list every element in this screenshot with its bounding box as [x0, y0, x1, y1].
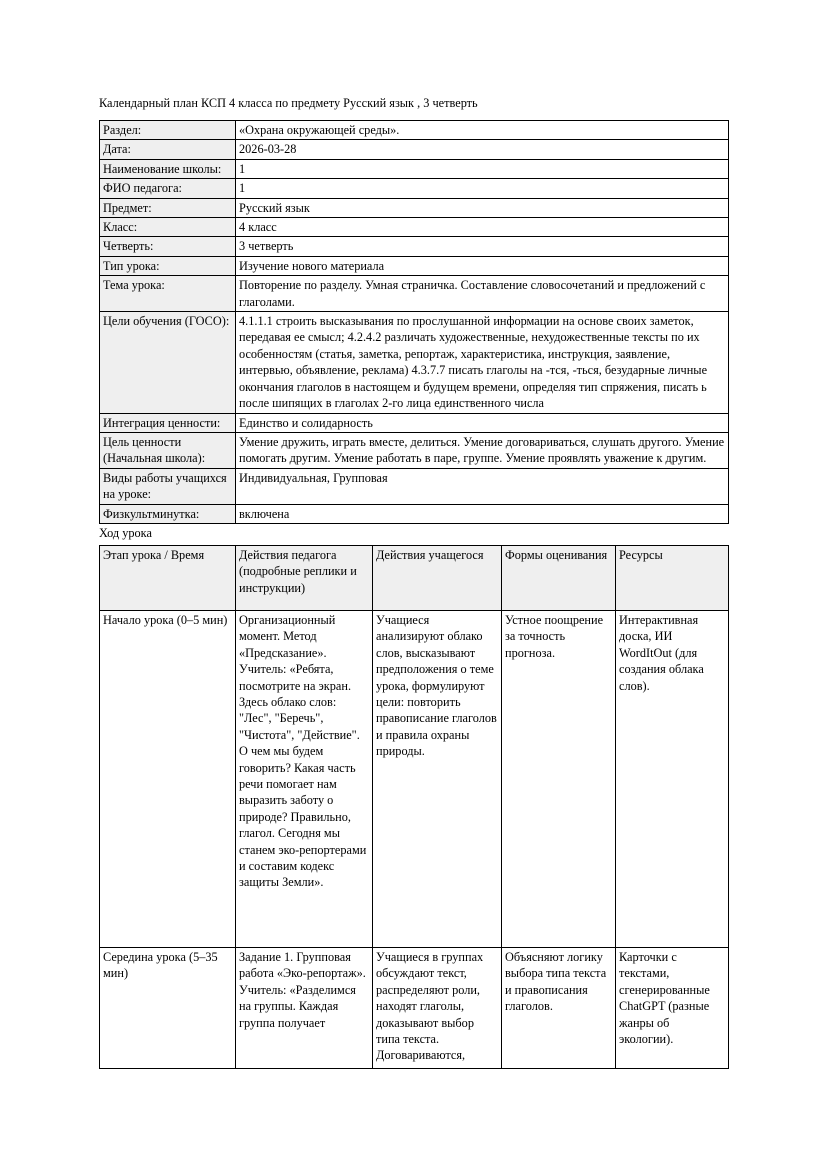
table-row: [100, 179, 729, 198]
table-row: [100, 413, 729, 432]
info-value: Русский язык: [236, 198, 729, 217]
info-value: 4.1.1.1 строить высказывания по прослушанной информации на основе своих заметок, передавая ее смысл; 4.2.4.2 различать художественные, нехудожественные тексты по их особенностям (статья, заметка, репортаж, характеристика, инструкция, заявление, интервью, объявление, реклама) 4.3.7.7 писать глаголы на -тся, -ться, безударные личные окончания глаголов в настоящем и будущем времени, определяя тип спряжения, писать ь после шипящих в глаголах 2-го лица единственного числа: [236, 312, 729, 413]
column-header-stage: Этап урока / Время: [100, 545, 236, 610]
cell-assessment-text: Объясняют логику выбора типа текста и правописания глаголов.: [505, 949, 610, 1014]
info-value: включена: [236, 504, 729, 523]
table-row: [100, 198, 729, 217]
info-value: Единство и солидарность: [236, 413, 729, 432]
info-value: 3 четверть: [236, 237, 729, 256]
table-row: [100, 121, 729, 140]
table-row: [100, 140, 729, 159]
info-label: Наименование школы:: [100, 159, 236, 178]
flow-table-head: [100, 545, 729, 610]
info-value: Изучение нового материала: [236, 256, 729, 275]
cell-resources-text: Карточки с текстами, сгенерированные ChatGPT (разные жанры об экологии).: [619, 949, 713, 1046]
lesson-flow-heading: Ход урока: [99, 525, 152, 540]
page-title: Календарный план КСП 4 класса по предмету Русский язык , 3 четверть: [99, 96, 478, 110]
info-label: Цель ценности (Начальная школа):: [100, 432, 236, 468]
cell-teacher-text: Организационный момент. Метод «Предсказание». Учитель: «Ребята, посмотрите на экран. Здесь облако слов: "Лес", "Беречь", "Чистота", "Действие". О чем мы будем говорить? Какая часть речи помогает нам выразить заботу о природе? Правильно, глагол. Сегодня мы станем эко-репортерами и составим кодекс защиты Земли».: [239, 612, 370, 890]
cell-stage: [100, 610, 236, 947]
cell-resources-text: Интерактивная доска, ИИ WordItOut (для создания облака слов).: [619, 612, 707, 693]
cell-student-text: Учащиеся анализируют облако слов, высказывают предположения о теме урока, формулируют цели: повторить правописание глаголов и правила охраны природы.: [376, 612, 500, 759]
info-value: 1: [236, 159, 729, 178]
cell-stage-text: Начало урока (0–5 мин): [103, 612, 228, 627]
info-value: 2026-03-28: [236, 140, 729, 159]
cell-teacher-text: Задание 1. Групповая работа «Эко-репортаж». Учитель: «Разделимся на группы. Каждая группа получает: [239, 949, 369, 1030]
cell-stage-text: Середина урока (5–35 мин): [103, 949, 221, 981]
cell-teacher-actions: [236, 947, 373, 1068]
table-row: [100, 947, 729, 1068]
table-header-row: [100, 545, 729, 610]
info-label: Тема урока:: [100, 276, 236, 312]
table-row: [100, 468, 729, 504]
table-row: [100, 276, 729, 312]
info-label: Интеграция ценности:: [100, 413, 236, 432]
table-row: [100, 504, 729, 523]
info-label: ФИО педагога:: [100, 179, 236, 198]
table-row: [100, 432, 729, 468]
column-header-resources: Ресурсы: [616, 545, 729, 610]
info-value: Индивидуальная, Групповая: [236, 468, 729, 504]
info-label: Предмет:: [100, 198, 236, 217]
info-label: Дата:: [100, 140, 236, 159]
column-header-assessment: Формы оценивания: [502, 545, 616, 610]
info-label: Виды работы учащихся на уроке:: [100, 468, 236, 504]
info-value: 1: [236, 179, 729, 198]
cell-teacher-actions: [236, 610, 373, 947]
cell-student-actions: [373, 947, 502, 1068]
cell-student-actions: [373, 610, 502, 947]
cell-resources: [616, 947, 729, 1068]
info-label: Цели обучения (ГОСО):: [100, 312, 236, 413]
cell-assessment: [502, 610, 616, 947]
cell-student-text: Учащиеся в группах обсуждают текст, распределяют роли, находят глаголы, доказывают выбор типа текста. Договариваются,: [376, 949, 487, 1063]
table-row: [100, 312, 729, 413]
info-label: Физкультминутка:: [100, 504, 236, 523]
lesson-info-table: [99, 120, 729, 524]
info-value: Повторение по разделу. Умная страничка. Составление словосочетаний и предложений с глаголами.: [236, 276, 729, 312]
cell-assessment: [502, 947, 616, 1068]
info-label: Класс:: [100, 218, 236, 237]
table-row: [100, 218, 729, 237]
column-header-student-actions: Действия учащегося: [373, 545, 502, 610]
info-label: Раздел:: [100, 121, 236, 140]
info-table-body: [100, 121, 729, 524]
cell-assessment-text: Устное поощрение за точность прогноза.: [505, 612, 607, 660]
info-label: Тип урока:: [100, 256, 236, 275]
table-row: [100, 256, 729, 275]
flow-table-body: [100, 610, 729, 1068]
cell-stage: [100, 947, 236, 1068]
table-row: [100, 237, 729, 256]
info-value: «Охрана окружающей среды».: [236, 121, 729, 140]
lesson-flow-table: [99, 545, 729, 1069]
table-row: [100, 610, 729, 947]
column-header-teacher-actions: Действия педагога (подробные реплики и инструкции): [236, 545, 373, 610]
table-row: [100, 159, 729, 178]
info-value: 4 класс: [236, 218, 729, 237]
info-value: Умение дружить, играть вместе, делиться. Умение договариваться, слушать другого. Умение помогать другим. Умение работать в паре, группе. Умение проявлять уважение к другим.: [236, 432, 729, 468]
info-label: Четверть:: [100, 237, 236, 256]
cell-resources: [616, 610, 729, 947]
